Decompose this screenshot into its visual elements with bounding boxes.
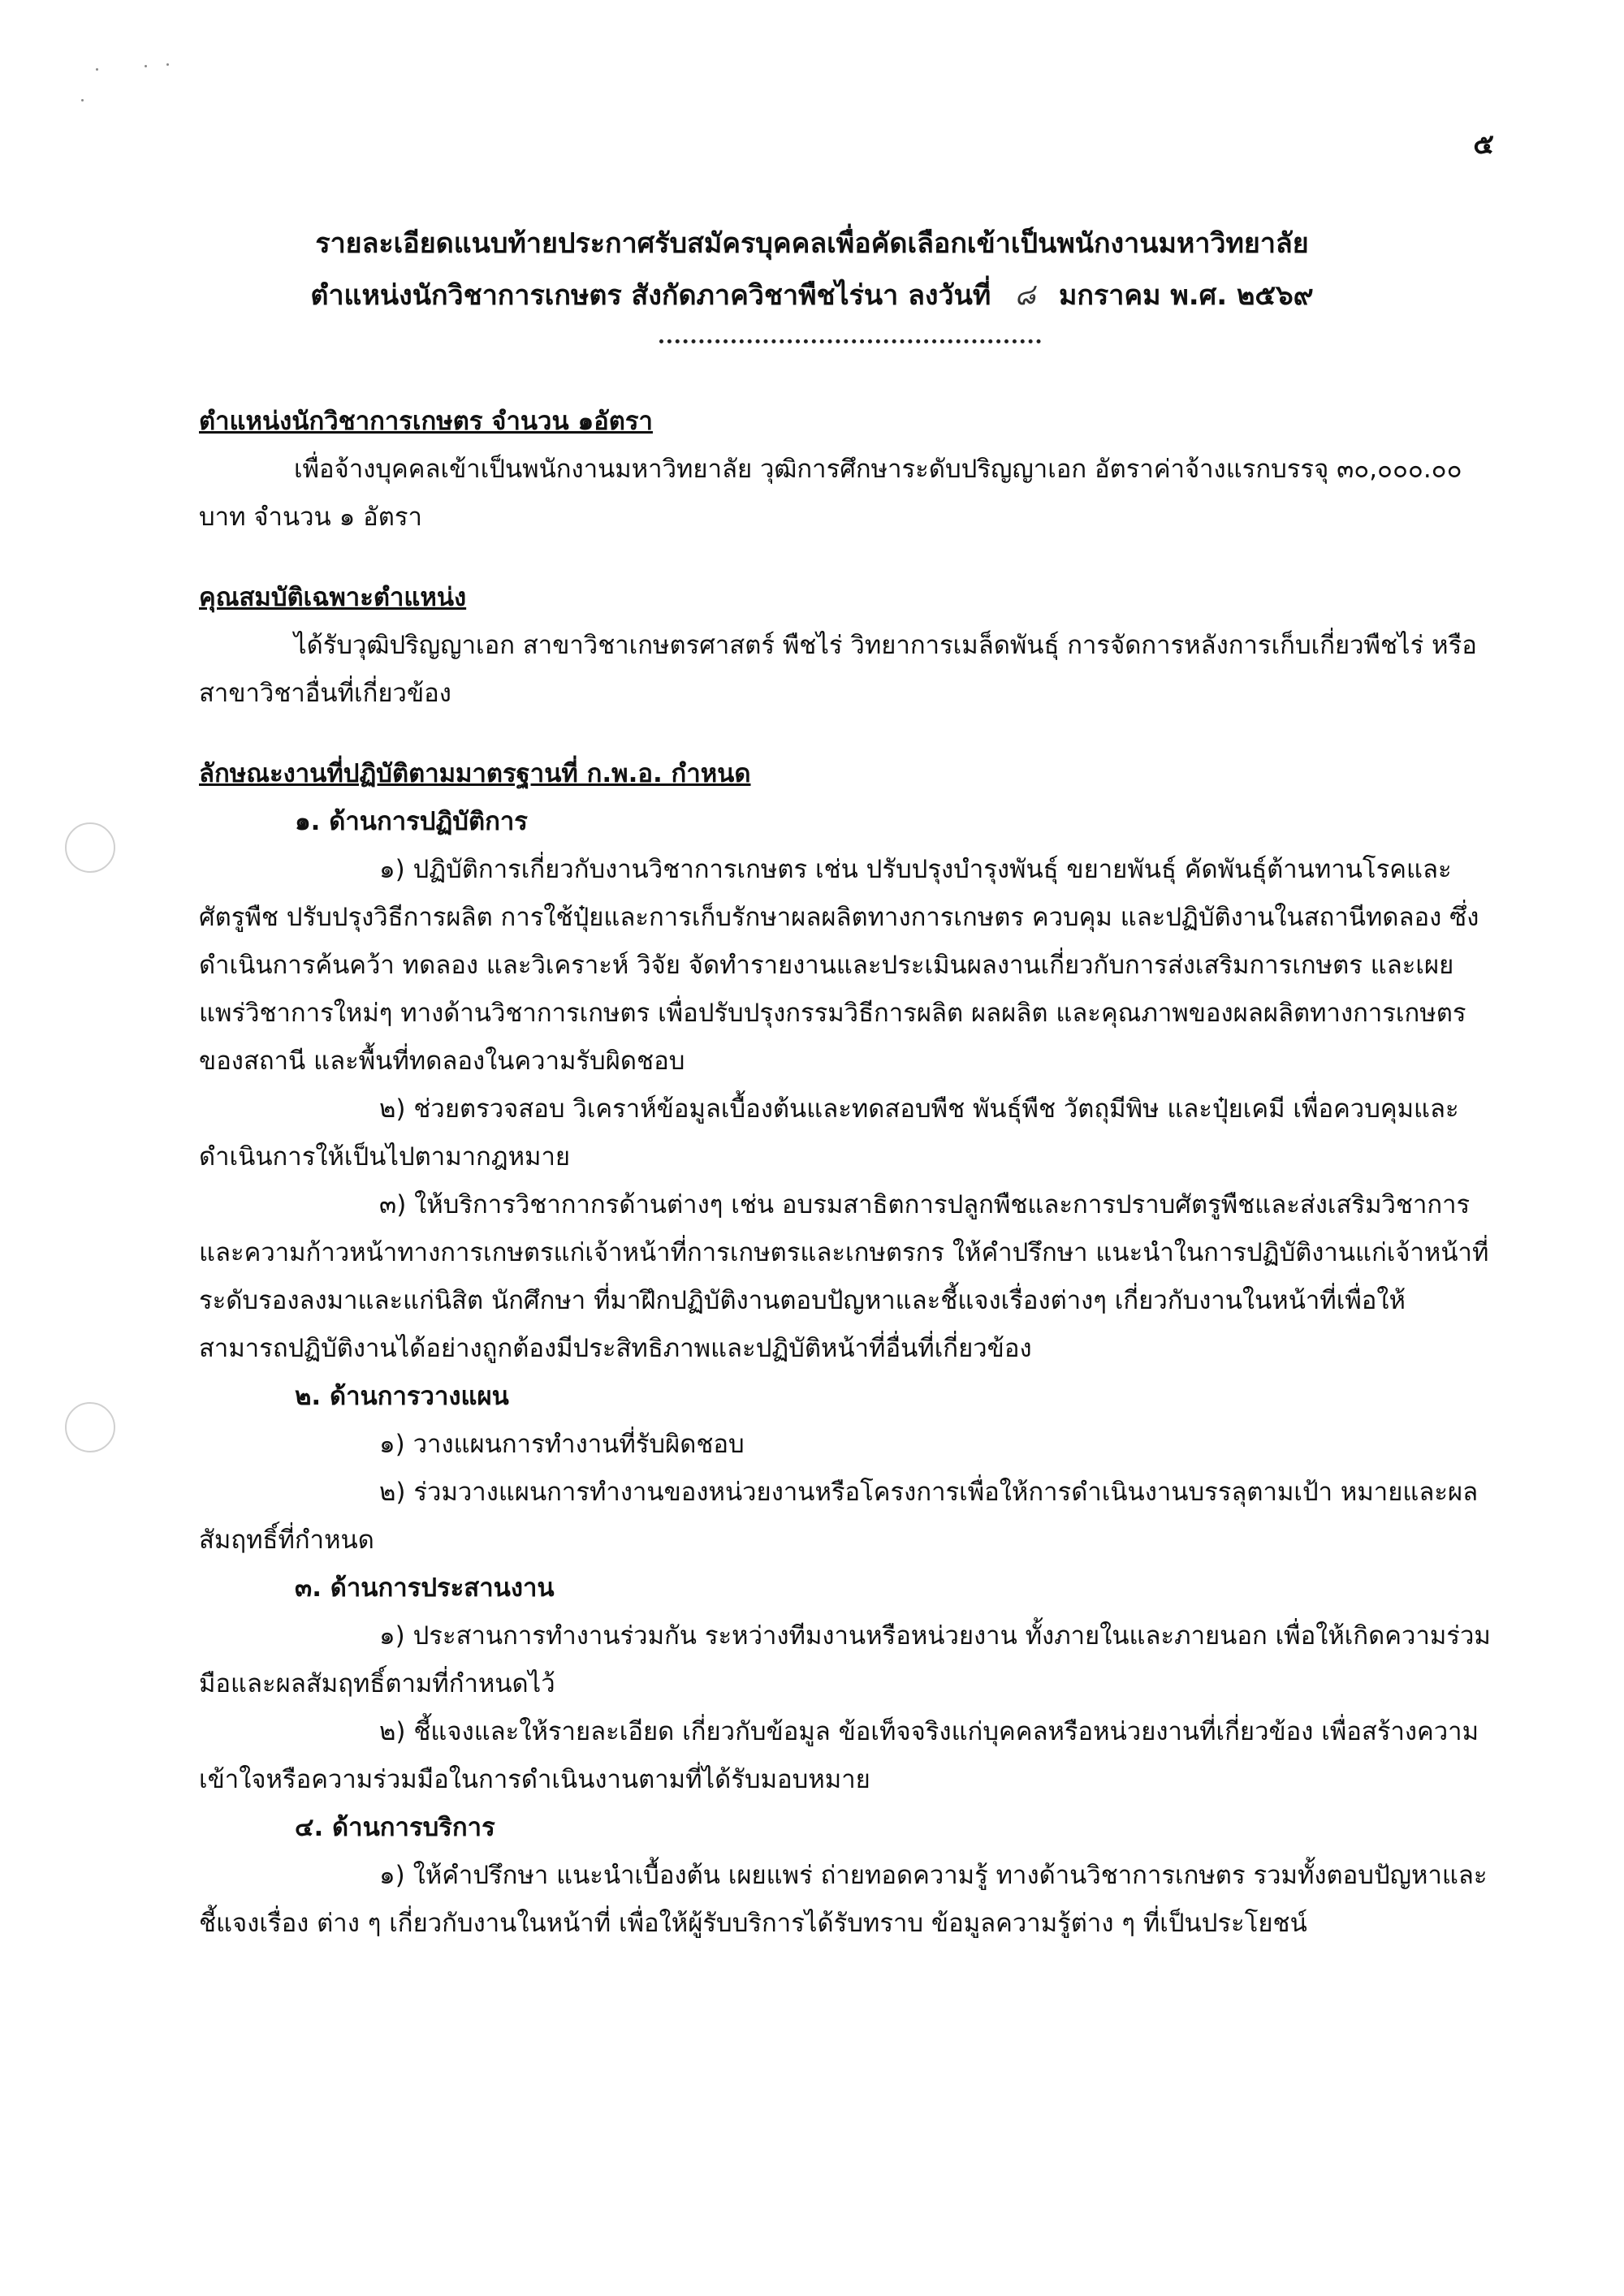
- title-line-2-prefix: ตำแหน่งนักวิชาการเกษตร สังกัดภาควิชาพืชไร่นา ลงวันที่: [310, 279, 991, 312]
- handwritten-day: ๘: [1012, 278, 1038, 313]
- service-title: ๔. ด้านการบริการ: [295, 1813, 495, 1842]
- operations-item-3: ๓) ให้บริการวิชากากรด้านต่างๆ เช่น อบรมสาธิตการปลูกพืชและการปราบศัตรูพืชและส่งเสริมวิชาการและความก้าวหน้าทางการเกษตรแก่เจ้าหน้าที่การเกษตรและเกษตรกร ให้คำปรึกษา แนะนำในการปฏิบัติงานแก่เจ้าหน้าที่ระดับรองลงมาและแก่นิสิต นักศึกษา ที่มาฝึกปฏิบัติงานตอบปัญหาและชี้แจงเรื่องต่างๆ เกี่ยวกับงานในหน้าที่เพื่อให้สามารถปฏิบัติงานได้อย่างถูกต้องมีประสิทธิภาพและปฏิบัติหน้าที่อื่นที่เกี่ยวข้อง: [199, 1190, 1489, 1363]
- position-text: เพื่อจ้างบุคคลเข้าเป็นพนักงานมหาวิทยาลัย วุฒิการศึกษาระดับปริญญาเอก อัตราค่าจ้างแรกบรรจุ ๓๐,๐๐๐.๐๐ บาท จำนวน ๑ อัตรา: [199, 455, 1462, 532]
- position-heading: ตำแหน่งนักวิชาการเกษตร จำนวน ๑อัตรา: [199, 407, 653, 436]
- qualifications-section: [199, 574, 1494, 718]
- punch-hole-mark: [65, 822, 115, 873]
- operations-item-1: ๑) ปฏิบัติการเกี่ยวกับงานวิชาการเกษตร เช่น ปรับปรุงบำรุงพันธุ์ ขยายพันธุ์ คัดพันธุ์ต้านทานโรคและศัตรูพืช ปรับปรุงวิธีการผลิต การใช้ปุ๋ยและการเก็บรักษาผลผลิตทางการเกษตร ควบคุม และปฏิบัติงานในสถานีทดลอง ซึ่งดำเนินการค้นคว้า ทดลอง และวิเคราะห์ วิจัย จัดทำรายงานและประเมินผลงานเกี่ยวกับการส่งเสริมการเกษตร และเผยแพร่วิชาการใหม่ๆ ทางด้านวิชาการเกษตร เพื่อปรับปรุงกรรมวิธีการผลิต ผลผลิต และคุณภาพของผลผลิตทางการเกษตรของสถานี และพื้นที่ทดลองในความรับผิดชอบ: [199, 855, 1479, 1076]
- coordination-item-1: ๑) ประสานการทำงานร่วมกัน ระหว่างทีมงานหรือหน่วยงาน ทั้งภายในและภายนอก เพื่อให้เกิดความร่วมมือและผลสัมฤทธิ์ตามที่กำหนดไว้: [199, 1621, 1491, 1698]
- planning-title: ๒. ด้านการวางแผน: [295, 1382, 509, 1411]
- planning-item-1: ๑) วางแผนการทำงานที่รับผิดชอบ: [379, 1430, 745, 1459]
- duties-section: [199, 750, 1494, 1948]
- document-title: [146, 218, 1478, 322]
- qualifications-heading: คุณสมบัติเฉพาะตำแหน่ง: [199, 583, 467, 612]
- scan-speck: [81, 99, 84, 101]
- service-item-1: ๑) ให้คำปรึกษา แนะนำเบื้องต้น เผยแพร่ ถ่ายทอดความรู้ ทางด้านวิชาการเกษตร รวมทั้งตอบปัญหาและชี้แจงเรื่อง ต่าง ๆ เกี่ยวกับงานในหน้าที่ เพื่อให้ผู้รับบริการได้รับทราบ ข้อมูลความรู้ต่าง ๆ ที่เป็นประโยชน์: [199, 1861, 1488, 1938]
- operations-title: ๑. ด้านการปฏิบัติการ: [295, 807, 528, 836]
- coordination-item-2: ๒) ชี้แจงและให้รายละเอียด เกี่ยวกับข้อมูล ข้อเท็จจริงแก่บุคคลหรือหน่วยงานที่เกี่ยวข้อง เพื่อสร้างความ เข้าใจหรือความร่วมมือในการดำเนินงานตามที่ได้รับมอบหมาย: [199, 1717, 1479, 1794]
- scan-speck: [96, 68, 98, 71]
- planning-item-2: ๒) ร่วมวางแผนการทำงานของหน่วยงานหรือโครงการเพื่อให้การดำเนินงานบรรลุตามเป้า หมายและผลสัมฤทธิ์ที่กำหนด: [199, 1478, 1479, 1555]
- title-line-1: รายละเอียดแนบท้ายประกาศรับสมัครบุคคลเพื่อคัดเลือกเข้าเป็นพนักงานมหาวิทยาลัย: [315, 227, 1309, 260]
- position-section: [199, 398, 1494, 542]
- dotted-divider: [659, 339, 1041, 343]
- scan-speck: [145, 65, 147, 67]
- scan-speck: [166, 63, 169, 66]
- qualifications-text: ได้รับวุฒิปริญญาเอก สาขาวิชาเกษตรศาสตร์ พืชไร่ วิทยาการเมล็ดพันธุ์ การจัดการหลังการเก็บเกี่ยวพืชไร่ หรือสาขาวิชาอื่นที่เกี่ยวข้อง: [199, 631, 1477, 708]
- page-number: ๕: [1473, 128, 1494, 161]
- operations-item-2: ๒) ช่วยตรวจสอบ วิเคราห์ข้อมูลเบื้องต้นและทดสอบพืช พันธุ์พืช วัตถุมีพิษ และปุ๋ยเคมี เพื่อควบคุมและดำเนินการให้เป็นไปตามากฎหมาย: [199, 1094, 1459, 1172]
- punch-hole-mark: [65, 1402, 115, 1452]
- title-line-2: [146, 270, 1478, 322]
- title-line-2-suffix: มกราคม พ.ศ. ๒๕๖๙: [1058, 279, 1314, 312]
- document-body: [199, 398, 1494, 1948]
- coordination-title: ๓. ด้านการประสานงาน: [295, 1573, 555, 1603]
- duties-heading: ลักษณะงานที่ปฏิบัติตามมาตรฐานที่ ก.พ.อ. กำหนด: [199, 759, 751, 788]
